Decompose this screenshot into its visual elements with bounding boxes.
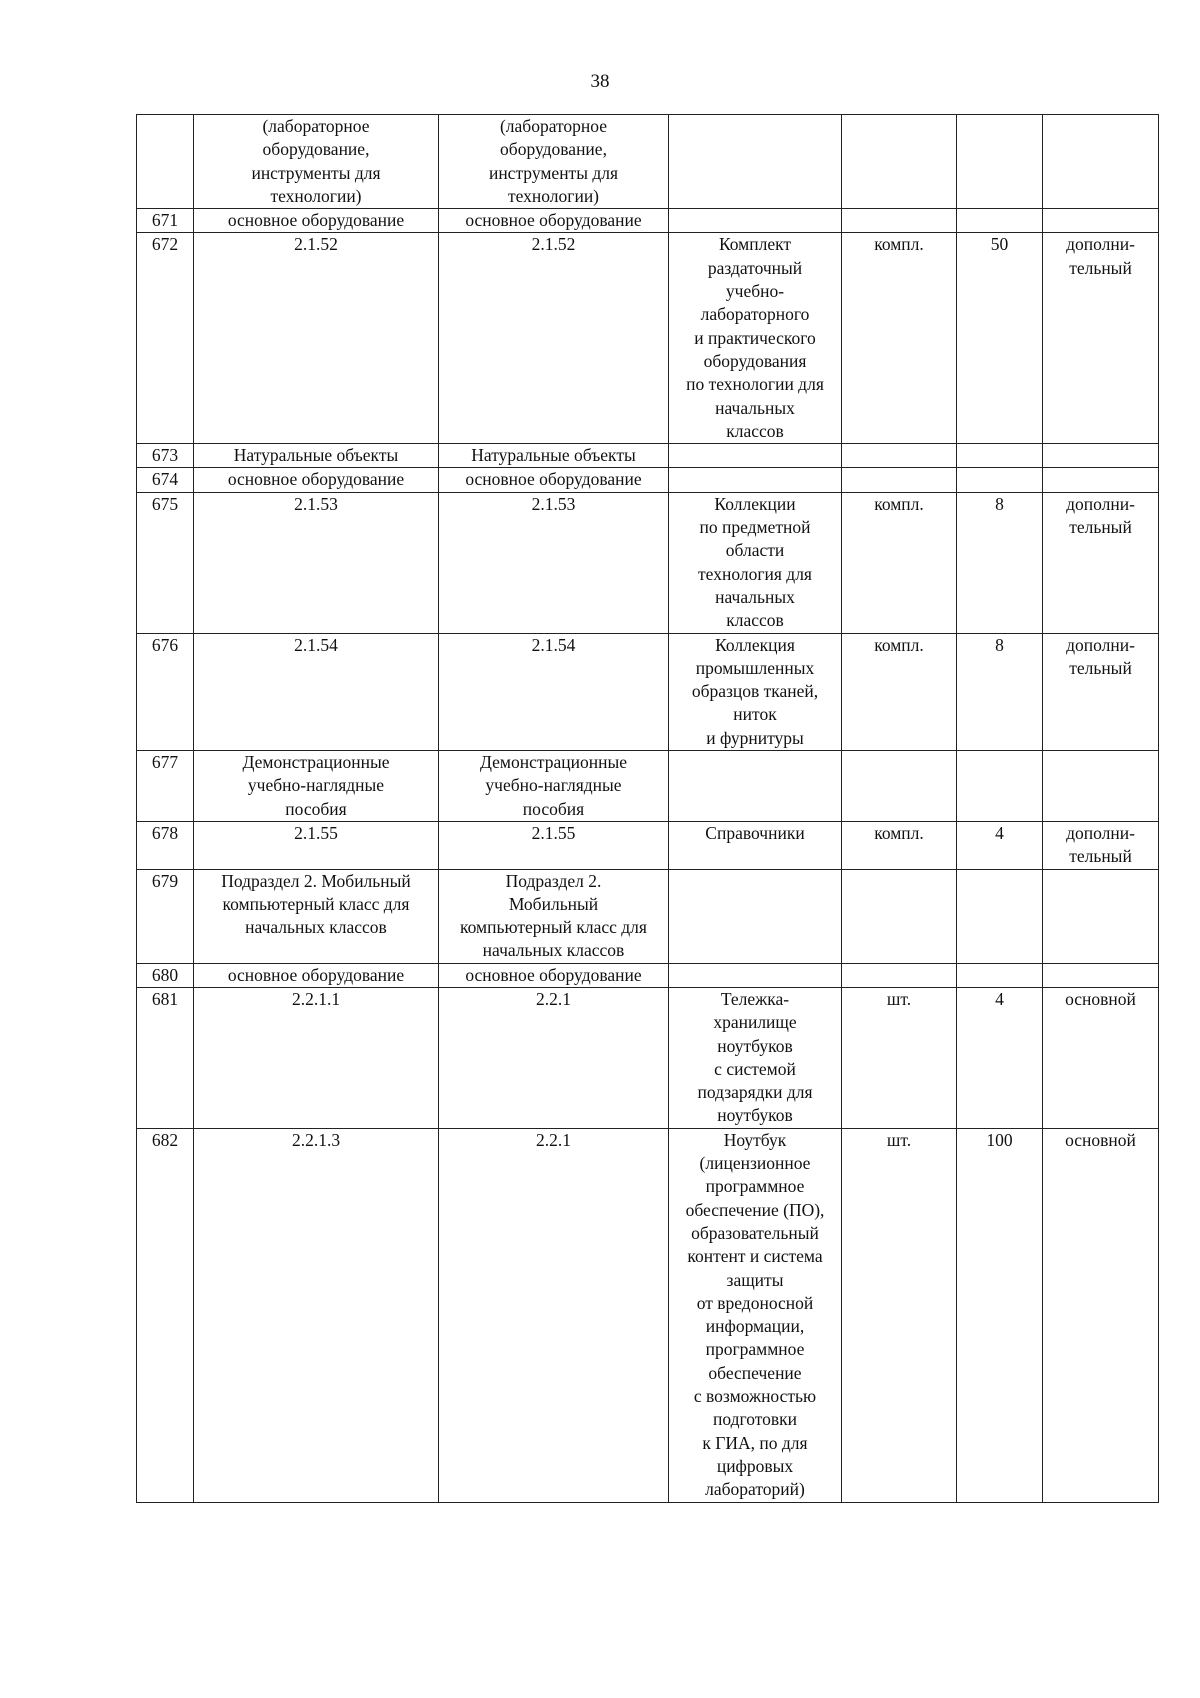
unit-cell: компл. xyxy=(842,492,957,633)
quantity-cell: 8 xyxy=(957,492,1043,633)
equipment-type-cell xyxy=(1043,115,1159,209)
standard-section-cell: основное оборудование xyxy=(194,468,439,492)
standard-section-cell: 2.1.54 xyxy=(194,633,439,750)
row-number-cell xyxy=(137,115,194,209)
equipment-type-cell xyxy=(1043,963,1159,987)
equipment-name-cell xyxy=(669,115,842,209)
row-number-cell: 682 xyxy=(137,1128,194,1502)
table-row xyxy=(137,1128,1159,1502)
program-section-cell: Подраздел 2. Мобильный компьютерный класс для начальных классов xyxy=(439,869,669,963)
quantity-cell xyxy=(957,869,1043,963)
table-row xyxy=(137,209,1159,233)
quantity-cell xyxy=(957,963,1043,987)
row-number-cell: 679 xyxy=(137,869,194,963)
quantity-cell xyxy=(957,444,1043,468)
quantity-cell xyxy=(957,468,1043,492)
table-row xyxy=(137,115,1159,209)
table-row xyxy=(137,444,1159,468)
row-number-cell: 680 xyxy=(137,963,194,987)
table-row xyxy=(137,468,1159,492)
table-row xyxy=(137,987,1159,1128)
unit-cell xyxy=(842,751,957,822)
equipment-name-cell: Коллекции по предметной области технология для начальных классов xyxy=(669,492,842,633)
program-section-cell: 2.1.55 xyxy=(439,821,669,869)
equipment-type-cell xyxy=(1043,869,1159,963)
quantity-cell: 50 xyxy=(957,233,1043,444)
program-section-cell: основное оборудование xyxy=(439,963,669,987)
table-row xyxy=(137,869,1159,963)
equipment-type-cell xyxy=(1043,468,1159,492)
program-section-cell: 2.1.53 xyxy=(439,492,669,633)
unit-cell xyxy=(842,963,957,987)
row-number-cell: 671 xyxy=(137,209,194,233)
equipment-name-cell xyxy=(669,869,842,963)
equipment-name-cell xyxy=(669,209,842,233)
program-section-cell: 2.1.54 xyxy=(439,633,669,750)
quantity-cell: 4 xyxy=(957,821,1043,869)
unit-cell: компл. xyxy=(842,233,957,444)
equipment-type-cell: основной xyxy=(1043,1128,1159,1502)
standard-section-cell: Подраздел 2. Мобильный компьютерный класс для начальных классов xyxy=(194,869,439,963)
equipment-name-cell: Комплект раздаточный учебно- лабораторного и практического оборудования по технологии для начальных классов xyxy=(669,233,842,444)
equipment-type-cell: дополни- тельный xyxy=(1043,492,1159,633)
row-number-cell: 675 xyxy=(137,492,194,633)
unit-cell: компл. xyxy=(842,821,957,869)
program-section-cell: основное оборудование xyxy=(439,468,669,492)
equipment-type-cell xyxy=(1043,444,1159,468)
quantity-cell: 4 xyxy=(957,987,1043,1128)
quantity-cell xyxy=(957,209,1043,233)
standard-section-cell: 2.1.52 xyxy=(194,233,439,444)
quantity-cell: 100 xyxy=(957,1128,1043,1502)
unit-cell xyxy=(842,444,957,468)
page-number: 38 xyxy=(590,71,610,92)
table-row xyxy=(137,492,1159,633)
equipment-name-cell xyxy=(669,963,842,987)
quantity-cell xyxy=(957,751,1043,822)
program-section-cell: 2.2.1 xyxy=(439,1128,669,1502)
table-row xyxy=(137,633,1159,750)
equipment-name-cell: Коллекция промышленных образцов тканей, ниток и фурнитуры xyxy=(669,633,842,750)
equipment-type-cell: основной xyxy=(1043,987,1159,1128)
row-number-cell: 673 xyxy=(137,444,194,468)
equipment-type-cell: дополни- тельный xyxy=(1043,633,1159,750)
equipment-name-cell xyxy=(669,751,842,822)
standard-section-cell: основное оборудование xyxy=(194,963,439,987)
row-number-cell: 672 xyxy=(137,233,194,444)
equipment-type-cell xyxy=(1043,751,1159,822)
unit-cell xyxy=(842,468,957,492)
equipment-name-cell: Справочники xyxy=(669,821,842,869)
program-section-cell: 2.1.52 xyxy=(439,233,669,444)
standard-section-cell: основное оборудование xyxy=(194,209,439,233)
table-row xyxy=(137,963,1159,987)
table-row xyxy=(137,821,1159,869)
unit-cell xyxy=(842,115,957,209)
equipment-type-cell xyxy=(1043,209,1159,233)
unit-cell: компл. xyxy=(842,633,957,750)
unit-cell xyxy=(842,869,957,963)
program-section-cell: 2.2.1 xyxy=(439,987,669,1128)
program-section-cell: (лабораторное оборудование, инструменты для технологии) xyxy=(439,115,669,209)
row-number-cell: 677 xyxy=(137,751,194,822)
equipment-name-cell xyxy=(669,444,842,468)
standard-section-cell: 2.2.1.3 xyxy=(194,1128,439,1502)
unit-cell: шт. xyxy=(842,1128,957,1502)
quantity-cell: 8 xyxy=(957,633,1043,750)
row-number-cell: 681 xyxy=(137,987,194,1128)
table-row xyxy=(137,233,1159,444)
standard-section-cell: Демонстрационные учебно-наглядные пособия xyxy=(194,751,439,822)
table-row xyxy=(137,751,1159,822)
standard-section-cell: Натуральные объекты xyxy=(194,444,439,468)
standard-section-cell: (лабораторное оборудование, инструменты для технологии) xyxy=(194,115,439,209)
unit-cell xyxy=(842,209,957,233)
equipment-name-cell: Ноутбук (лицензионное программное обеспечение (ПО), образовательный контент и система защиты от вредоносной информации, программное обеспечение с возможностью подготовки к ГИА, по для цифровых лабораторий) xyxy=(669,1128,842,1502)
quantity-cell xyxy=(957,115,1043,209)
row-number-cell: 678 xyxy=(137,821,194,869)
equipment-table xyxy=(136,114,1159,1503)
standard-section-cell: 2.2.1.1 xyxy=(194,987,439,1128)
equipment-type-cell: дополни- тельный xyxy=(1043,821,1159,869)
unit-cell: шт. xyxy=(842,987,957,1128)
equipment-name-cell xyxy=(669,468,842,492)
program-section-cell: основное оборудование xyxy=(439,209,669,233)
equipment-type-cell: дополни- тельный xyxy=(1043,233,1159,444)
equipment-table-body xyxy=(137,115,1159,1503)
program-section-cell: Натуральные объекты xyxy=(439,444,669,468)
program-section-cell: Демонстрационные учебно-наглядные пособия xyxy=(439,751,669,822)
row-number-cell: 676 xyxy=(137,633,194,750)
row-number-cell: 674 xyxy=(137,468,194,492)
standard-section-cell: 2.1.55 xyxy=(194,821,439,869)
equipment-name-cell: Тележка- хранилище ноутбуков с системой подзарядки для ноутбуков xyxy=(669,987,842,1128)
standard-section-cell: 2.1.53 xyxy=(194,492,439,633)
